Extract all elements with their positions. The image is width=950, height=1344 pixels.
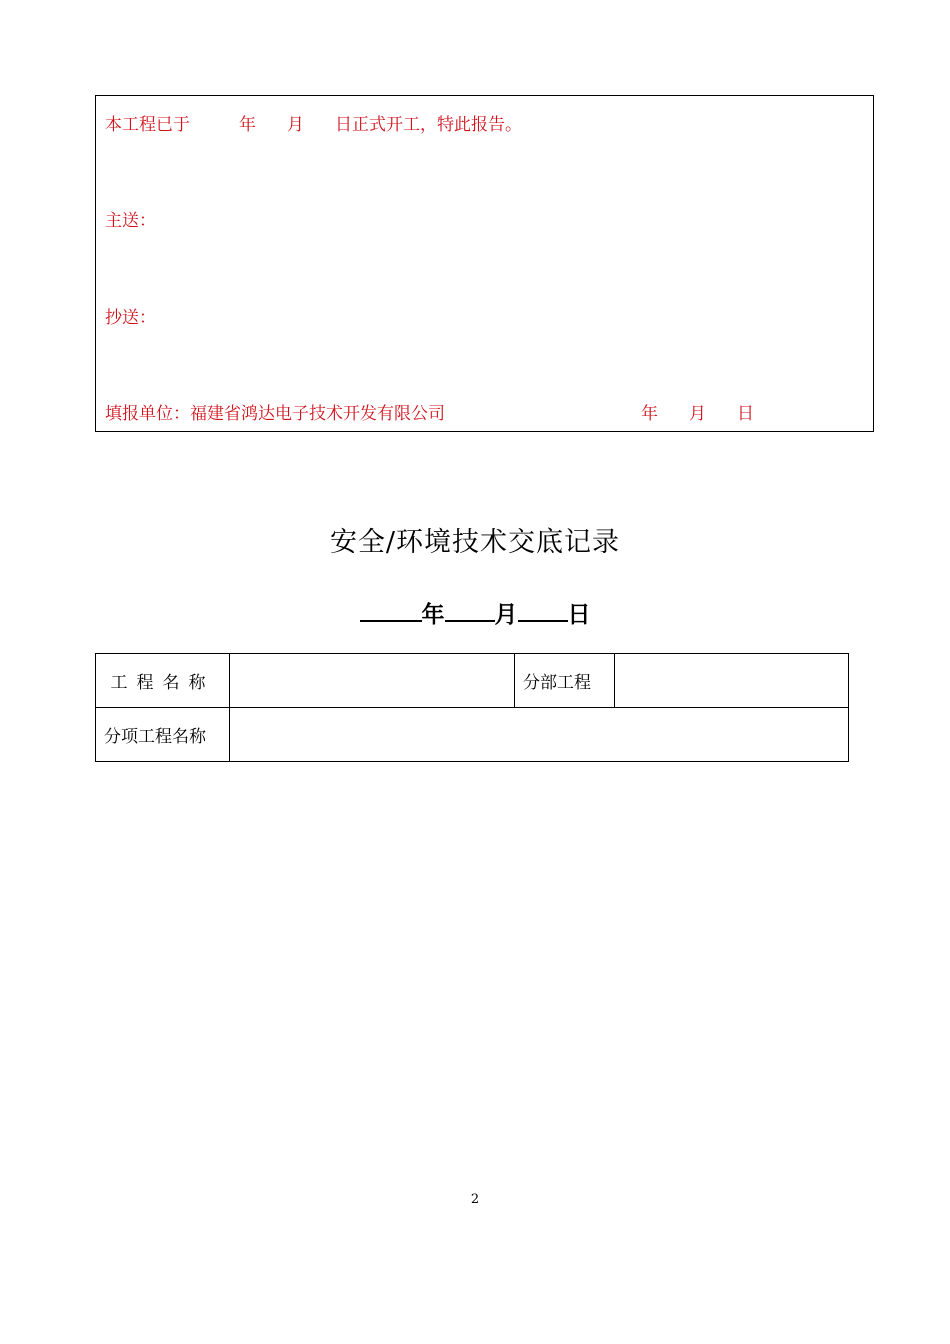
project-name-label: 工程名称 [96, 654, 230, 708]
start-notice-suffix: 日正式开工，特此报告。 [335, 115, 522, 135]
dateline-day: 日 [567, 601, 591, 628]
info-table [95, 653, 849, 762]
report-date-month: 月 [689, 404, 706, 424]
report-date-day: 日 [737, 404, 754, 424]
month-blank[interactable] [445, 598, 495, 622]
start-report-box [95, 95, 874, 432]
dateline-year: 年 [421, 601, 445, 628]
dateline-month: 月 [494, 601, 518, 628]
document-title: 安全/环境技术交底记录 [329, 527, 621, 558]
item-name-value[interactable] [230, 708, 849, 762]
start-notice-prefix: 本工程已于 [105, 115, 190, 135]
table-row [96, 654, 849, 708]
sub-project-label: 分部工程 [515, 654, 615, 708]
cc-label: 抄送： [105, 308, 156, 328]
year-blank[interactable] [360, 598, 422, 622]
main-to-label: 主送： [105, 211, 156, 231]
item-name-label: 分项工程名称 [96, 708, 230, 762]
table-row [96, 708, 849, 762]
reporting-unit-label: 填报单位：福建省鸿达电子技术开发有限公司 [105, 404, 445, 424]
report-date-year: 年 [641, 404, 658, 424]
start-notice-year: 年 [239, 115, 256, 135]
start-notice-month: 月 [287, 115, 304, 135]
page-number: 2 [470, 1192, 480, 1207]
document-dateline [0, 596, 950, 629]
project-name-value[interactable] [230, 654, 515, 708]
day-blank[interactable] [518, 598, 568, 622]
sub-project-value[interactable] [615, 654, 849, 708]
